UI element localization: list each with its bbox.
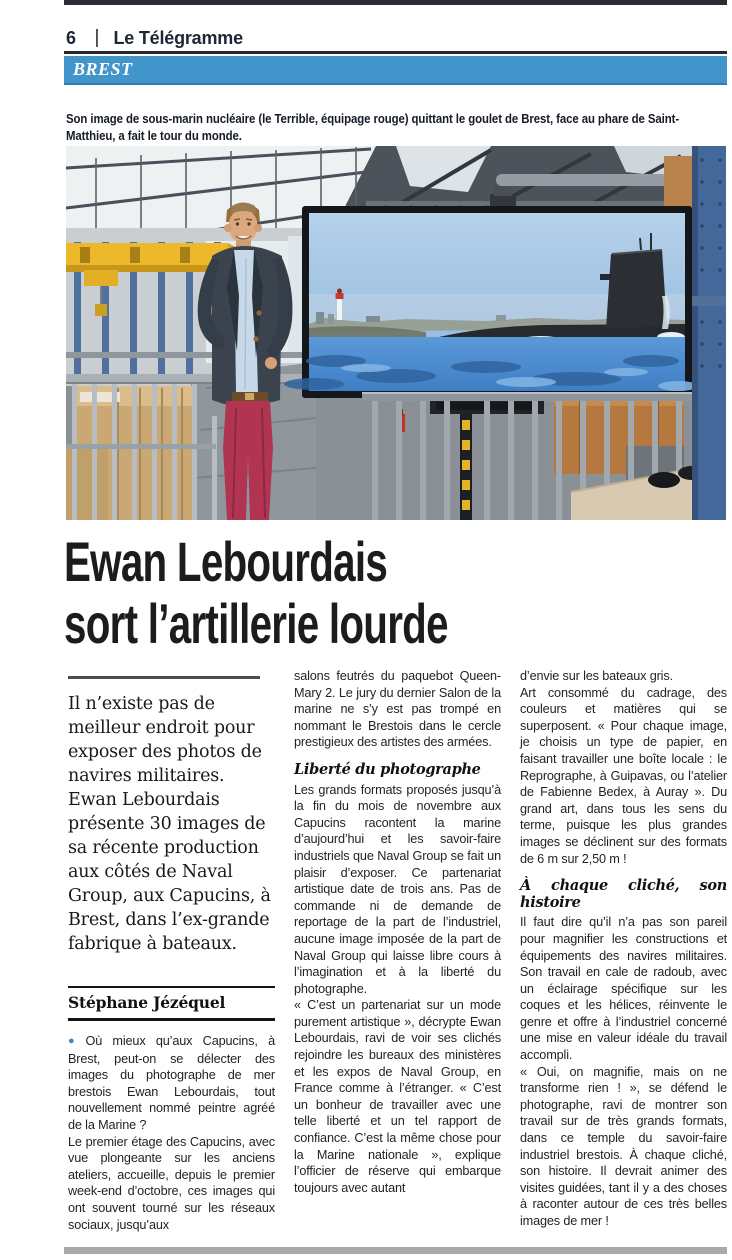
header-rule [64, 51, 727, 54]
bullet-icon: ● [68, 1035, 82, 1047]
article-intro: Il n’existe pas de meilleur endroit pour exposer des photos de navires militaires. Ewan Lebourdais présente 30 images de sa récente production aux côtés de Naval Group, aux Capucins, à Brest, dans l’ex-grande fabrique à bateaux. [68, 694, 271, 954]
article-paragraph: Art consommé du cadrage, des couleurs et matières qui se superposent. « Pour chaque image, je choisis un type de papier, en faisant travailler une boîte locale : le Reprographe, à Guipavas, ou l’atelier de Fabienne Bedex, à Auray ». Du grand art, dans tous les sens du terme, puisque les plus grandes images se déclinent sur des formats de 6 m sur 2,50 m ! [520, 685, 727, 866]
byline-block [68, 986, 275, 1021]
article-paragraph [68, 1033, 275, 1134]
article-columns [68, 668, 727, 1246]
column-2-text [294, 668, 501, 1196]
article-paragraph: « Oui, on magnifie, mais on ne transforme rien ! », se défend le photographe, ravi de montrer son travail sur de très grands formats, dans ce temple du savoir-faire industriel brestois. À chaque cliché, son histoire. Il devrait animer des visites guidées, tant il y a des choses à raconter autour de ces très belles images de mer ! [520, 1064, 727, 1228]
article-paragraph: salons feutrés du paquebot Queen-Mary 2. Le jury du dernier Salon de la marine ne s’y est pas trompé en nommant le Brestois dans le cercle prestigieux des artistes des armées. [294, 669, 501, 750]
footer-bar [64, 1247, 727, 1254]
subhead-liberte: Liberté du photographe [294, 760, 481, 778]
photo-illustration [66, 146, 726, 520]
article-paragraph: Le premier étage des Capucins, avec vue plongeante sur les anciens ateliers, accueille, depuis le premier week-end d’octobre, ces images qui ont souvent tourné sur les réseaux sociaux, jusqu’aux [68, 1134, 275, 1232]
section-banner [64, 56, 727, 85]
column-1 [68, 668, 275, 1246]
byline: Stéphane Jézéquel [68, 993, 226, 1012]
tv-screen [284, 186, 698, 398]
article-photo [66, 146, 726, 520]
article-headline [64, 531, 712, 655]
masthead-title: Le Télégramme [113, 27, 243, 48]
headline-line-1: Ewan Lebourdais [64, 530, 388, 593]
byline-rule-bottom [68, 1018, 275, 1021]
column-1-text [68, 1033, 275, 1233]
article-paragraph: Il faut dire qu’il n’a pas son pareil pour magnifier les constructions et équipements des navires militaires. Son travail en cale de radoub, avec un éclairage spécifique sur les coques et les hélices, réinvente le genre et offre à l’industriel concerné une mise en valeur idéale du travail accompli. [520, 915, 727, 1063]
article-paragraph: « C’est un partenariat sur un mode purement artistique », décrypte Ewan Lebourdais, ravi de voir ses clichés rejoindre les bureaux des ministères et les expos de Naval Group, en France comme à l’étranger. « C’est un bonheur de travailler avec une telle liberté et un tel rapport de confiance. C’est la même chose pour la Marine nationale », explique l’officier de réserve qui embarque toujours avec autant [294, 998, 501, 1195]
steel-column [692, 146, 726, 520]
column-3 [520, 668, 727, 1246]
article-paragraph: Les grands formats proposés jusqu’à la fin du mois de novembre aux Capucins racontent la marine d’aujourd’hui et les savoir-faire industriels que Naval Group se fait un plaisir d’exposer. Ce partenariat artistique date de trois ans. Pas de commande ni de demande de reportage de la part de l’industriel, aucune image imposée de la part de Naval Group qui laisse libre cours à l’imagination et à la liberté du photographe. [294, 782, 501, 996]
intro-rule [68, 676, 260, 679]
subhead-cliche: À chaque cliché, son histoire [520, 877, 727, 911]
section-label: BREST [73, 59, 133, 79]
paragraph-text: Où mieux qu’aux Capucins, à Brest, peut-on se délecter des images du photographe de mer brestois Ewan Lebourdais, tout nouvellement nommé peintre agréé de la Marine ? [68, 1034, 275, 1132]
page-top-bar [64, 0, 727, 5]
page-number: 6 [66, 27, 77, 48]
article-paragraph: d’envie sur les bateaux gris. [520, 669, 673, 683]
column-3-text [520, 668, 727, 1230]
masthead-divider: | [94, 27, 100, 48]
photo-caption: Son image de sous-marin nucléaire (le Terrible, équipage rouge) quittant le goulet de Brest, face au phare de Saint-Matthieu, a fait le tour du monde. [66, 111, 680, 143]
column-2 [294, 668, 501, 1246]
headline-line-2: sort l’artillerie lourde [64, 592, 448, 655]
masthead-row [66, 26, 727, 50]
